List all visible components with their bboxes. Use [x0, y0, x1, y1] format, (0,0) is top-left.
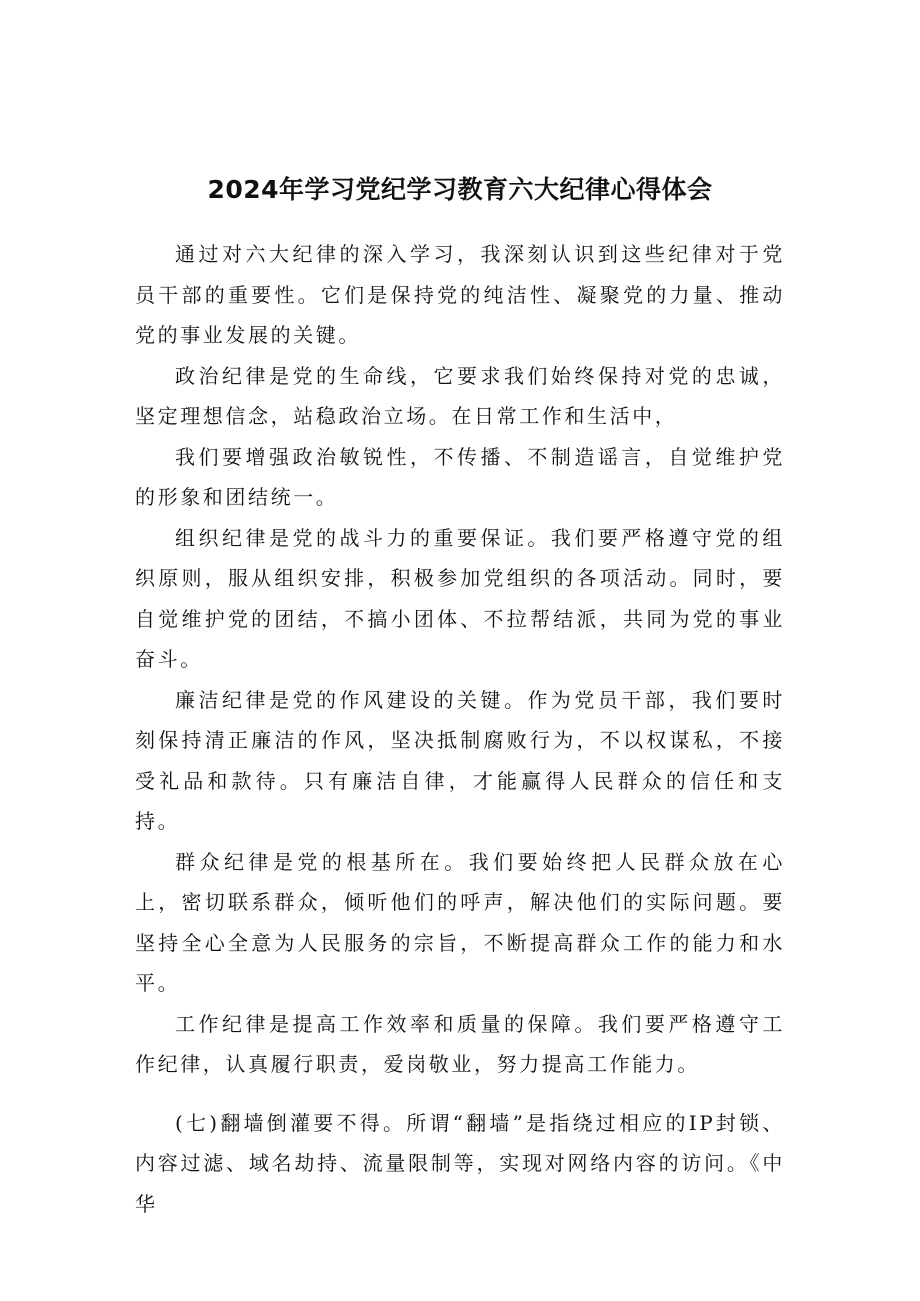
document-title: 2024年学习党纪学习教育六大纪律心得体会	[207, 175, 713, 204]
paragraph-organizational-discipline: 组织纪律是党的战斗力的重要保证。我们要严格遵守党的组织原则，服从组织安排，积极参加党组织的各项活动。同时，要自觉维护党的团结，不搞小团体、不拉帮结派，共同为党的事业奋斗。	[135, 525, 785, 671]
paragraph-mass-discipline: 群众纪律是党的根基所在。我们要始终把人民群众放在心上，密切联系群众，倾听他们的呼声，解决他们的实际问题。要坚持全心全意为人民服务的宗旨，不断提高群众工作的能力和水平。	[135, 849, 785, 995]
paragraph-political-discipline-cont: 我们要增强政治敏锐性，不传播、不制造谣言，自觉维护党的形象和团结统一。	[135, 444, 785, 509]
paragraph-section-seven: (七)翻墙倒灌要不得。所谓“翻墙”是指绕过相应的IP封锁、内容过滤、域名劫持、流量限制等，实现对网络内容的访问。《中华	[135, 1110, 785, 1216]
paragraph-political-discipline: 政治纪律是党的生命线，它要求我们始终保持对党的忠诚，坚定理想信念，站稳政治立场。在日常工作和生活中，	[135, 363, 785, 428]
paragraph-work-discipline: 工作纪律是提高工作效率和质量的保障。我们要严格遵守工作纪律，认真履行职责，爱岗敬业，努力提高工作能力。	[135, 1011, 785, 1076]
paragraph-integrity-discipline: 廉洁纪律是党的作风建设的关键。作为党员干部，我们要时刻保持清正廉洁的作风，坚决抵制腐败行为，不以权谋私，不接受礼品和款待。只有廉洁自律，才能赢得人民群众的信任和支持。	[135, 687, 785, 833]
document-body	[135, 234, 785, 1224]
paragraph-intro: 通过对六大纪律的深入学习，我深刻认识到这些纪律对于党员干部的重要性。它们是保持党的纯洁性、凝聚党的力量、推动党的事业发展的关键。	[135, 242, 785, 347]
